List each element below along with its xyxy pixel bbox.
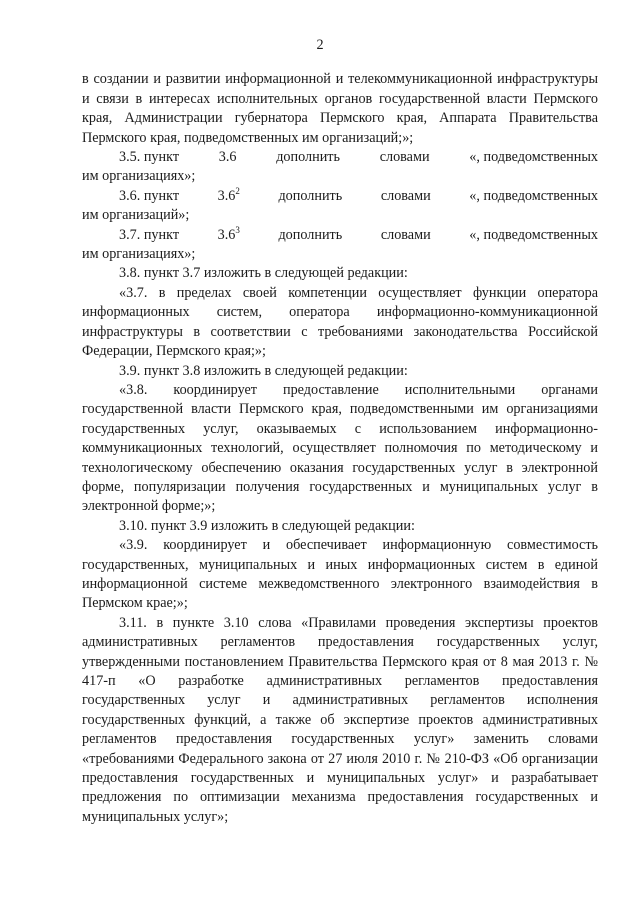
item-3-5-verb: дополнить xyxy=(276,149,340,166)
item-3-5-quote: «, подведомственных xyxy=(469,149,598,166)
item-3-6-word: словами xyxy=(380,187,431,204)
item-3-7-tail: им организациях»; xyxy=(82,246,196,263)
item-3-6 xyxy=(82,187,598,206)
item-3-6-verb: дополнить xyxy=(278,187,343,204)
item-3-6-num: 3.6. пункт xyxy=(119,187,180,204)
item-3-6-ref: $3.6^2$ xyxy=(217,185,240,204)
item-3-5-ref: 3.6 xyxy=(218,149,237,166)
item-3-5-num: 3.5. пункт xyxy=(119,149,180,166)
item-3-7-quote: «, подведомственных xyxy=(469,226,598,243)
item-3-7-ref: $3.6^3$ xyxy=(217,224,240,243)
page-number: 2 xyxy=(316,37,324,53)
item-3-7 xyxy=(82,226,598,245)
quote-3-7: «3.7. в пределах своей компетенции осуществляет функции оператора информационных систем, оператора информационно-коммуникационной инфраструктуры в соответствии с требованиями законодательства Российской Федерации, Пермского края;»; xyxy=(82,284,598,360)
item-3-10: 3.10. пункт 3.9 изложить в следующей редакции: xyxy=(119,517,415,534)
quote-3-9: «3.9. координирует и обеспечивает информационную совместимость государственных, муниципальных и иных информационных систем в единой информационной системе межведомственного электронного взаимодействия в Пермском крае;»; xyxy=(82,537,598,612)
item-3-6-quote: «, подведомственных xyxy=(469,187,598,204)
item-3-8: 3.8. пункт 3.7 изложить в следующей редакции: xyxy=(119,265,408,282)
paragraph-continuation: в создании и развитии информационной и телекоммуникационной инфраструктуры и связи в интересах исполнительных органов государственной власти Пермского края, Администрации губернатора Пермского края, Аппарата Правительства Пермского края, подведомственных им организаций;»; xyxy=(82,71,598,146)
item-3-11: 3.11. в пункте 3.10 слова «Правилами проведения экспертизы проектов административных регламентов предоставления государственных услуг, утвержденными постановлением Правительства Пермского края от 8 мая 2013 г. № 417-п «О разработке административных регламентов предоставления государственных услуг и административных регламентов исполнения государственных функций, а также об экспертизе проектов административных регламентов предоставления государственных услуг» заменить словами «требованиями Федерального закона от 27 июля 2010 г. № 210-ФЗ «Об организации предоставления государственных и муниципальных услуг» и разрабатывает предложения по оптимизации механизма предоставления государственных и муниципальных услуг»; xyxy=(82,614,598,825)
item-3-9: 3.9. пункт 3.8 изложить в следующей редакции: xyxy=(119,362,408,379)
item-3-7-num: 3.7. пункт xyxy=(119,226,180,243)
item-3-5-tail: им организациях»; xyxy=(82,168,196,185)
item-3-6-tail: им организаций»; xyxy=(82,207,190,224)
item-3-5-word: словами xyxy=(379,149,430,166)
item-3-7-word: словами xyxy=(380,226,431,243)
quote-3-8: «3.8. координирует предоставление исполнительными органами государственной власти Пермского края, подведомственными им организациями государственных услуг, оказываемых с использованием информационно-коммуникационных технологий, осуществляет полномочия по методическому и технологическому обеспечению оказания государственных услуг в электронной форме, популяризации получения государственных и муниципальных услуг в электронной форме;»; xyxy=(82,381,598,515)
item-3-5 xyxy=(82,148,598,167)
item-3-7-verb: дополнить xyxy=(278,226,343,243)
